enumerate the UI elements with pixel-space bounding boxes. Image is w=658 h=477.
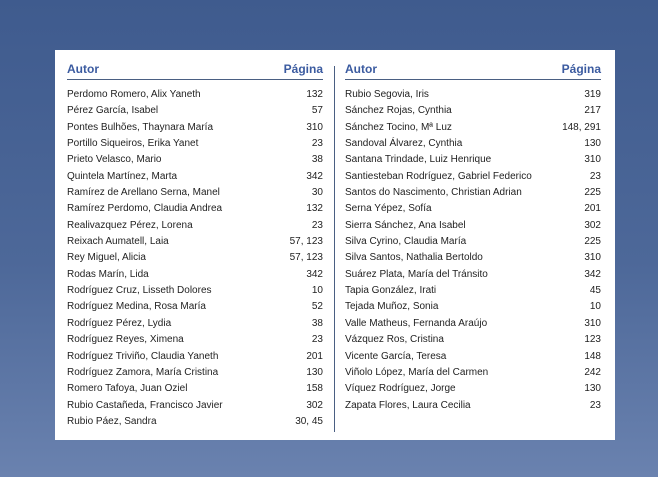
author-entry xyxy=(345,332,601,348)
author-entry xyxy=(67,414,323,430)
page-number: 217 xyxy=(584,105,601,117)
page-number: 225 xyxy=(584,236,601,248)
author-name: Silva Cyrino, Claudia María xyxy=(345,236,467,248)
author-entry xyxy=(67,120,323,136)
author-name: Rodríguez Cruz, Lisseth Dolores xyxy=(67,285,212,297)
author-entry xyxy=(345,283,601,299)
page-number: 23 xyxy=(589,170,601,182)
author-entry xyxy=(345,103,601,119)
author-entry xyxy=(345,299,601,315)
author-name: Víquez Rodríguez, Jorge xyxy=(345,383,456,395)
page-number: 23 xyxy=(311,138,323,150)
author-entry xyxy=(345,267,601,283)
page-number: 130 xyxy=(584,138,601,150)
author-entry xyxy=(67,169,323,185)
page-number: 130 xyxy=(306,366,323,378)
author-name: Silva Santos, Nathalia Bertoldo xyxy=(345,252,483,264)
page-number: 132 xyxy=(306,89,323,100)
page-number: 132 xyxy=(306,203,323,215)
author-entry xyxy=(67,103,323,119)
author-name: Santiesteban Rodríguez, Gabriel Federico xyxy=(345,170,532,182)
page-number: 342 xyxy=(306,268,323,280)
author-name: Santos do Nascimento, Christian Adrian xyxy=(345,187,522,199)
author-entry xyxy=(345,185,601,201)
author-name: Sandoval Álvarez, Cynthia xyxy=(345,138,463,150)
author-entry xyxy=(345,152,601,168)
author-entry xyxy=(67,299,323,315)
author-index-card xyxy=(55,50,615,440)
page-number: 158 xyxy=(306,383,323,395)
author-name: Tejada Muñoz, Sonia xyxy=(345,301,439,313)
author-list-right xyxy=(345,87,601,414)
page-number: 38 xyxy=(311,154,323,166)
author-name: Suárez Plata, María del Tránsito xyxy=(345,268,488,280)
author-name: Serna Yépez, Sofía xyxy=(345,203,432,215)
author-entry xyxy=(67,365,323,381)
author-entry xyxy=(345,365,601,381)
author-entry xyxy=(345,381,601,397)
page-number: 45 xyxy=(589,285,601,297)
author-entry xyxy=(67,332,323,348)
author-name: Ramírez de Arellano Serna, Manel xyxy=(67,187,220,199)
author-entry xyxy=(345,218,601,234)
page-number: 302 xyxy=(306,399,323,411)
author-entry xyxy=(67,267,323,283)
page-number: 148 xyxy=(584,350,601,362)
page-number: 242 xyxy=(584,366,601,378)
page-number: 23 xyxy=(311,219,323,231)
author-name: Portillo Siqueiros, Erika Yanet xyxy=(67,138,199,150)
author-entry xyxy=(67,250,323,266)
page-number: 342 xyxy=(584,268,601,280)
author-name: Rubio Castañeda, Francisco Javier xyxy=(67,399,223,411)
page-number: 123 xyxy=(584,334,601,346)
author-index-right-column xyxy=(345,60,601,414)
author-entry xyxy=(67,218,323,234)
pagina-header: Página xyxy=(561,62,601,76)
author-entry xyxy=(345,169,601,185)
autor-header: Autor xyxy=(67,62,99,76)
author-name: Pontes Bulhões, Thaynara María xyxy=(67,121,214,133)
author-name: Rodríguez Zamora, María Cristina xyxy=(67,366,219,378)
column-header xyxy=(345,60,601,80)
page-number: 38 xyxy=(311,317,323,329)
page-number: 319 xyxy=(584,89,601,100)
author-entry xyxy=(67,201,323,217)
page-number: 310 xyxy=(306,121,323,133)
author-name: Rodríguez Medina, Rosa María xyxy=(67,301,206,313)
page-number: 23 xyxy=(589,399,601,411)
author-entry xyxy=(345,349,601,365)
page-number: 23 xyxy=(311,334,323,346)
author-name: Rodríguez Triviño, Claudia Yaneth xyxy=(67,350,219,362)
author-entry xyxy=(345,250,601,266)
page-number: 310 xyxy=(584,317,601,329)
author-entry xyxy=(67,87,323,103)
column-divider xyxy=(334,66,335,432)
author-entry xyxy=(345,398,601,414)
page-number: 52 xyxy=(311,301,323,313)
author-name: Prieto Velasco, Mario xyxy=(67,154,162,166)
author-name: Rey Miguel, Alicia xyxy=(67,252,146,264)
author-name: Realivazquez Pérez, Lorena xyxy=(67,219,193,231)
author-entry xyxy=(345,201,601,217)
page-number: 57, 123 xyxy=(289,252,323,264)
page-number: 57, 123 xyxy=(289,236,323,248)
page-number: 302 xyxy=(584,219,601,231)
author-entry xyxy=(67,185,323,201)
author-name: Rubio Segovia, Iris xyxy=(345,89,429,100)
author-entry xyxy=(345,120,601,136)
author-name: Rodríguez Reyes, Ximena xyxy=(67,334,184,346)
author-name: Tapia González, Irati xyxy=(345,285,437,297)
author-entry xyxy=(345,87,601,103)
page-number: 201 xyxy=(584,203,601,215)
author-name: Vicente García, Teresa xyxy=(345,350,447,362)
page-number: 57 xyxy=(311,105,323,117)
author-name: Pérez García, Isabel xyxy=(67,105,159,117)
author-name: Santana Trindade, Luiz Henrique xyxy=(345,154,492,166)
author-entry xyxy=(67,398,323,414)
author-name: Valle Matheus, Fernanda Araújo xyxy=(345,317,488,329)
author-entry xyxy=(67,136,323,152)
author-name: Rubio Páez, Sandra xyxy=(67,415,157,427)
author-entry xyxy=(345,234,601,250)
author-name: Sánchez Rojas, Cynthia xyxy=(345,105,452,117)
author-name: Zapata Flores, Laura Cecilia xyxy=(345,399,471,411)
author-name: Ramírez Perdomo, Claudia Andrea xyxy=(67,203,223,215)
author-entry xyxy=(67,316,323,332)
author-entry xyxy=(345,316,601,332)
page-number: 148, 291 xyxy=(562,121,601,133)
page-number: 342 xyxy=(306,170,323,182)
author-entry xyxy=(67,381,323,397)
page-number: 201 xyxy=(306,350,323,362)
page-number: 130 xyxy=(584,383,601,395)
page-number: 30 xyxy=(311,187,323,199)
author-name: Vázquez Ros, Cristina xyxy=(345,334,444,346)
page-number: 10 xyxy=(311,285,323,297)
author-name: Reixach Aumatell, Laia xyxy=(67,236,169,248)
page-number: 310 xyxy=(584,154,601,166)
page-number: 30, 45 xyxy=(295,415,323,427)
author-name: Quintela Martínez, Marta xyxy=(67,170,178,182)
column-header xyxy=(67,60,323,80)
author-name: Viñolo López, María del Carmen xyxy=(345,366,489,378)
author-index-left-column xyxy=(67,60,323,430)
pagina-header: Página xyxy=(283,62,323,76)
author-entry xyxy=(345,136,601,152)
author-name: Perdomo Romero, Alix Yaneth xyxy=(67,89,201,100)
page-number: 10 xyxy=(589,301,601,313)
author-name: Rodríguez Pérez, Lydia xyxy=(67,317,172,329)
author-name: Romero Tafoya, Juan Oziel xyxy=(67,383,188,395)
author-list-left xyxy=(67,87,323,430)
page-number: 310 xyxy=(584,252,601,264)
author-entry xyxy=(67,152,323,168)
author-name: Sánchez Tocino, Mª Luz xyxy=(345,121,452,133)
author-entry xyxy=(67,349,323,365)
autor-header: Autor xyxy=(345,62,377,76)
author-name: Sierra Sánchez, Ana Isabel xyxy=(345,219,466,231)
author-name: Rodas Marín, Lida xyxy=(67,268,149,280)
author-entry xyxy=(67,234,323,250)
page-number: 225 xyxy=(584,187,601,199)
author-entry xyxy=(67,283,323,299)
